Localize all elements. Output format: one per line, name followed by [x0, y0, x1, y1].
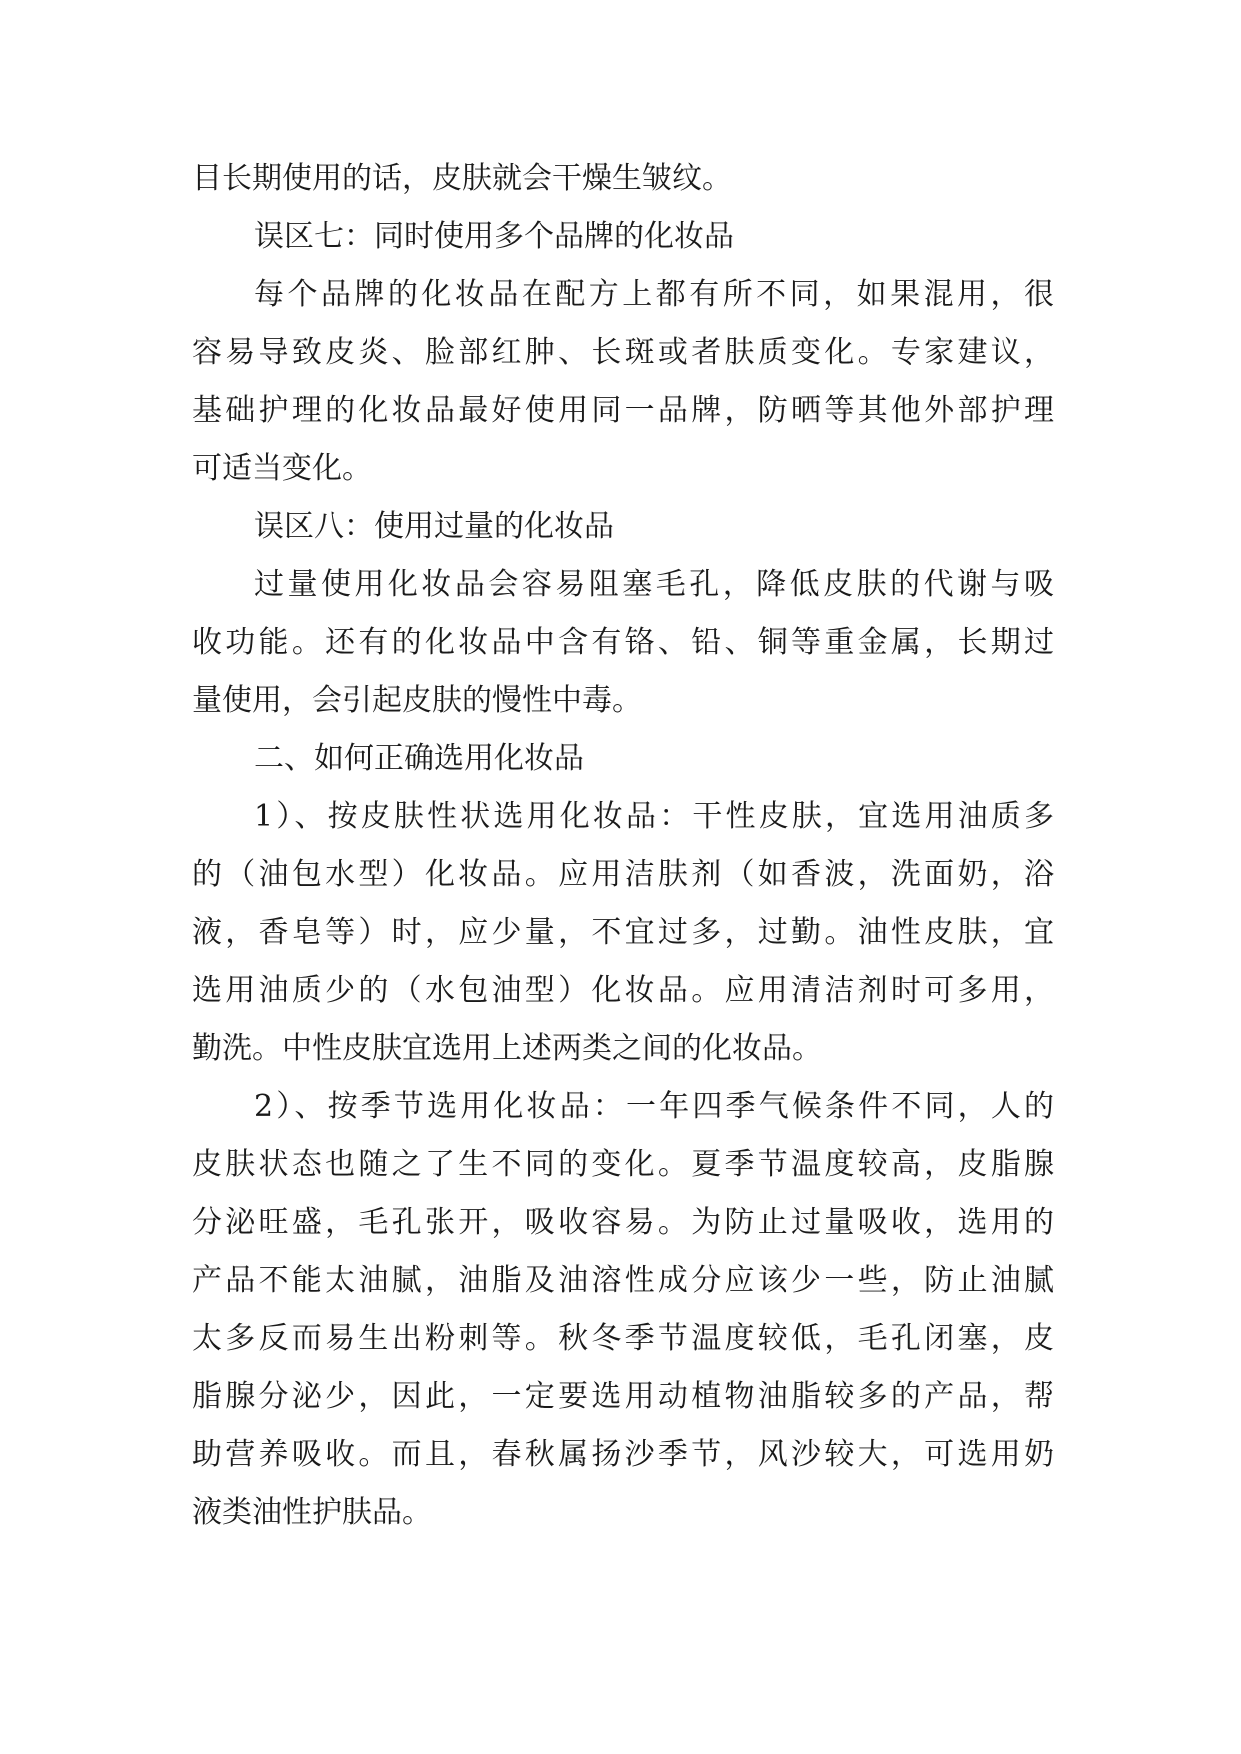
- paragraph-line: 选用油质少的（水包油型）化妆品。应用清洁剂时可多用，: [192, 973, 1054, 1008]
- paragraph-line: 勤洗。中性皮肤宜选用上述两类之间的化妆品。: [192, 1031, 822, 1066]
- paragraph-line: 液类油性护肤品。: [192, 1495, 432, 1530]
- paragraph-line: 太多反而易生出粉刺等。秋冬季节温度较低，毛孔闭塞，皮: [192, 1321, 1054, 1356]
- section-heading-misconception-7: 误区七：同时使用多个品牌的化妆品: [254, 219, 734, 254]
- paragraph-line: 可适当变化。: [192, 451, 372, 486]
- paragraph-line: 产品不能太油腻，油脂及油溶性成分应该少一些，防止油腻: [192, 1263, 1054, 1298]
- paragraph-line: 量使用，会引起皮肤的慢性中毒。: [192, 683, 642, 718]
- paragraph-line: 液，香皂等）时，应少量，不宜过多，过勤。油性皮肤，宜: [192, 915, 1054, 950]
- paragraph-line: 的（油包水型）化妆品。应用洁肤剂（如香波，洗面奶，浴: [192, 857, 1054, 892]
- section-heading-misconception-8: 误区八：使用过量的化妆品: [254, 509, 614, 544]
- paragraph-line: 每个品牌的化妆品在配方上都有所不同，如果混用，很: [254, 277, 1054, 312]
- paragraph-line: 容易导致皮炎、脸部红肿、长斑或者肤质变化。专家建议，: [192, 335, 1054, 370]
- paragraph-line: 收功能。还有的化妆品中含有铬、铅、铜等重金属，长期过: [192, 625, 1054, 660]
- paragraph-line: 基础护理的化妆品最好使用同一品牌，防晒等其他外部护理: [192, 393, 1054, 428]
- document-page: [192, 150, 1054, 1542]
- paragraph-line: 分泌旺盛，毛孔张开，吸收容易。为防止过量吸收，选用的: [192, 1205, 1054, 1240]
- paragraph-line: 过量使用化妆品会容易阻塞毛孔，降低皮肤的代谢与吸: [254, 567, 1054, 602]
- paragraph-line: 1）、按皮肤性状选用化妆品：干性皮肤，宜选用油质多: [254, 799, 1054, 834]
- paragraph-line: 2）、按季节选用化妆品：一年四季气候条件不同，人的: [254, 1089, 1054, 1124]
- paragraph-line: 目长期使用的话，皮肤就会干燥生皱纹。: [192, 161, 732, 196]
- paragraph-line: 助营养吸收。而且，春秋属扬沙季节，风沙较大，可选用奶: [192, 1437, 1054, 1472]
- section-heading-choose-cosmetics: 二、如何正确选用化妆品: [254, 741, 584, 776]
- paragraph-line: 脂腺分泌少，因此，一定要选用动植物油脂较多的产品，帮: [192, 1379, 1054, 1414]
- paragraph-line: 皮肤状态也随之了生不同的变化。夏季节温度较高，皮脂腺: [192, 1147, 1054, 1182]
